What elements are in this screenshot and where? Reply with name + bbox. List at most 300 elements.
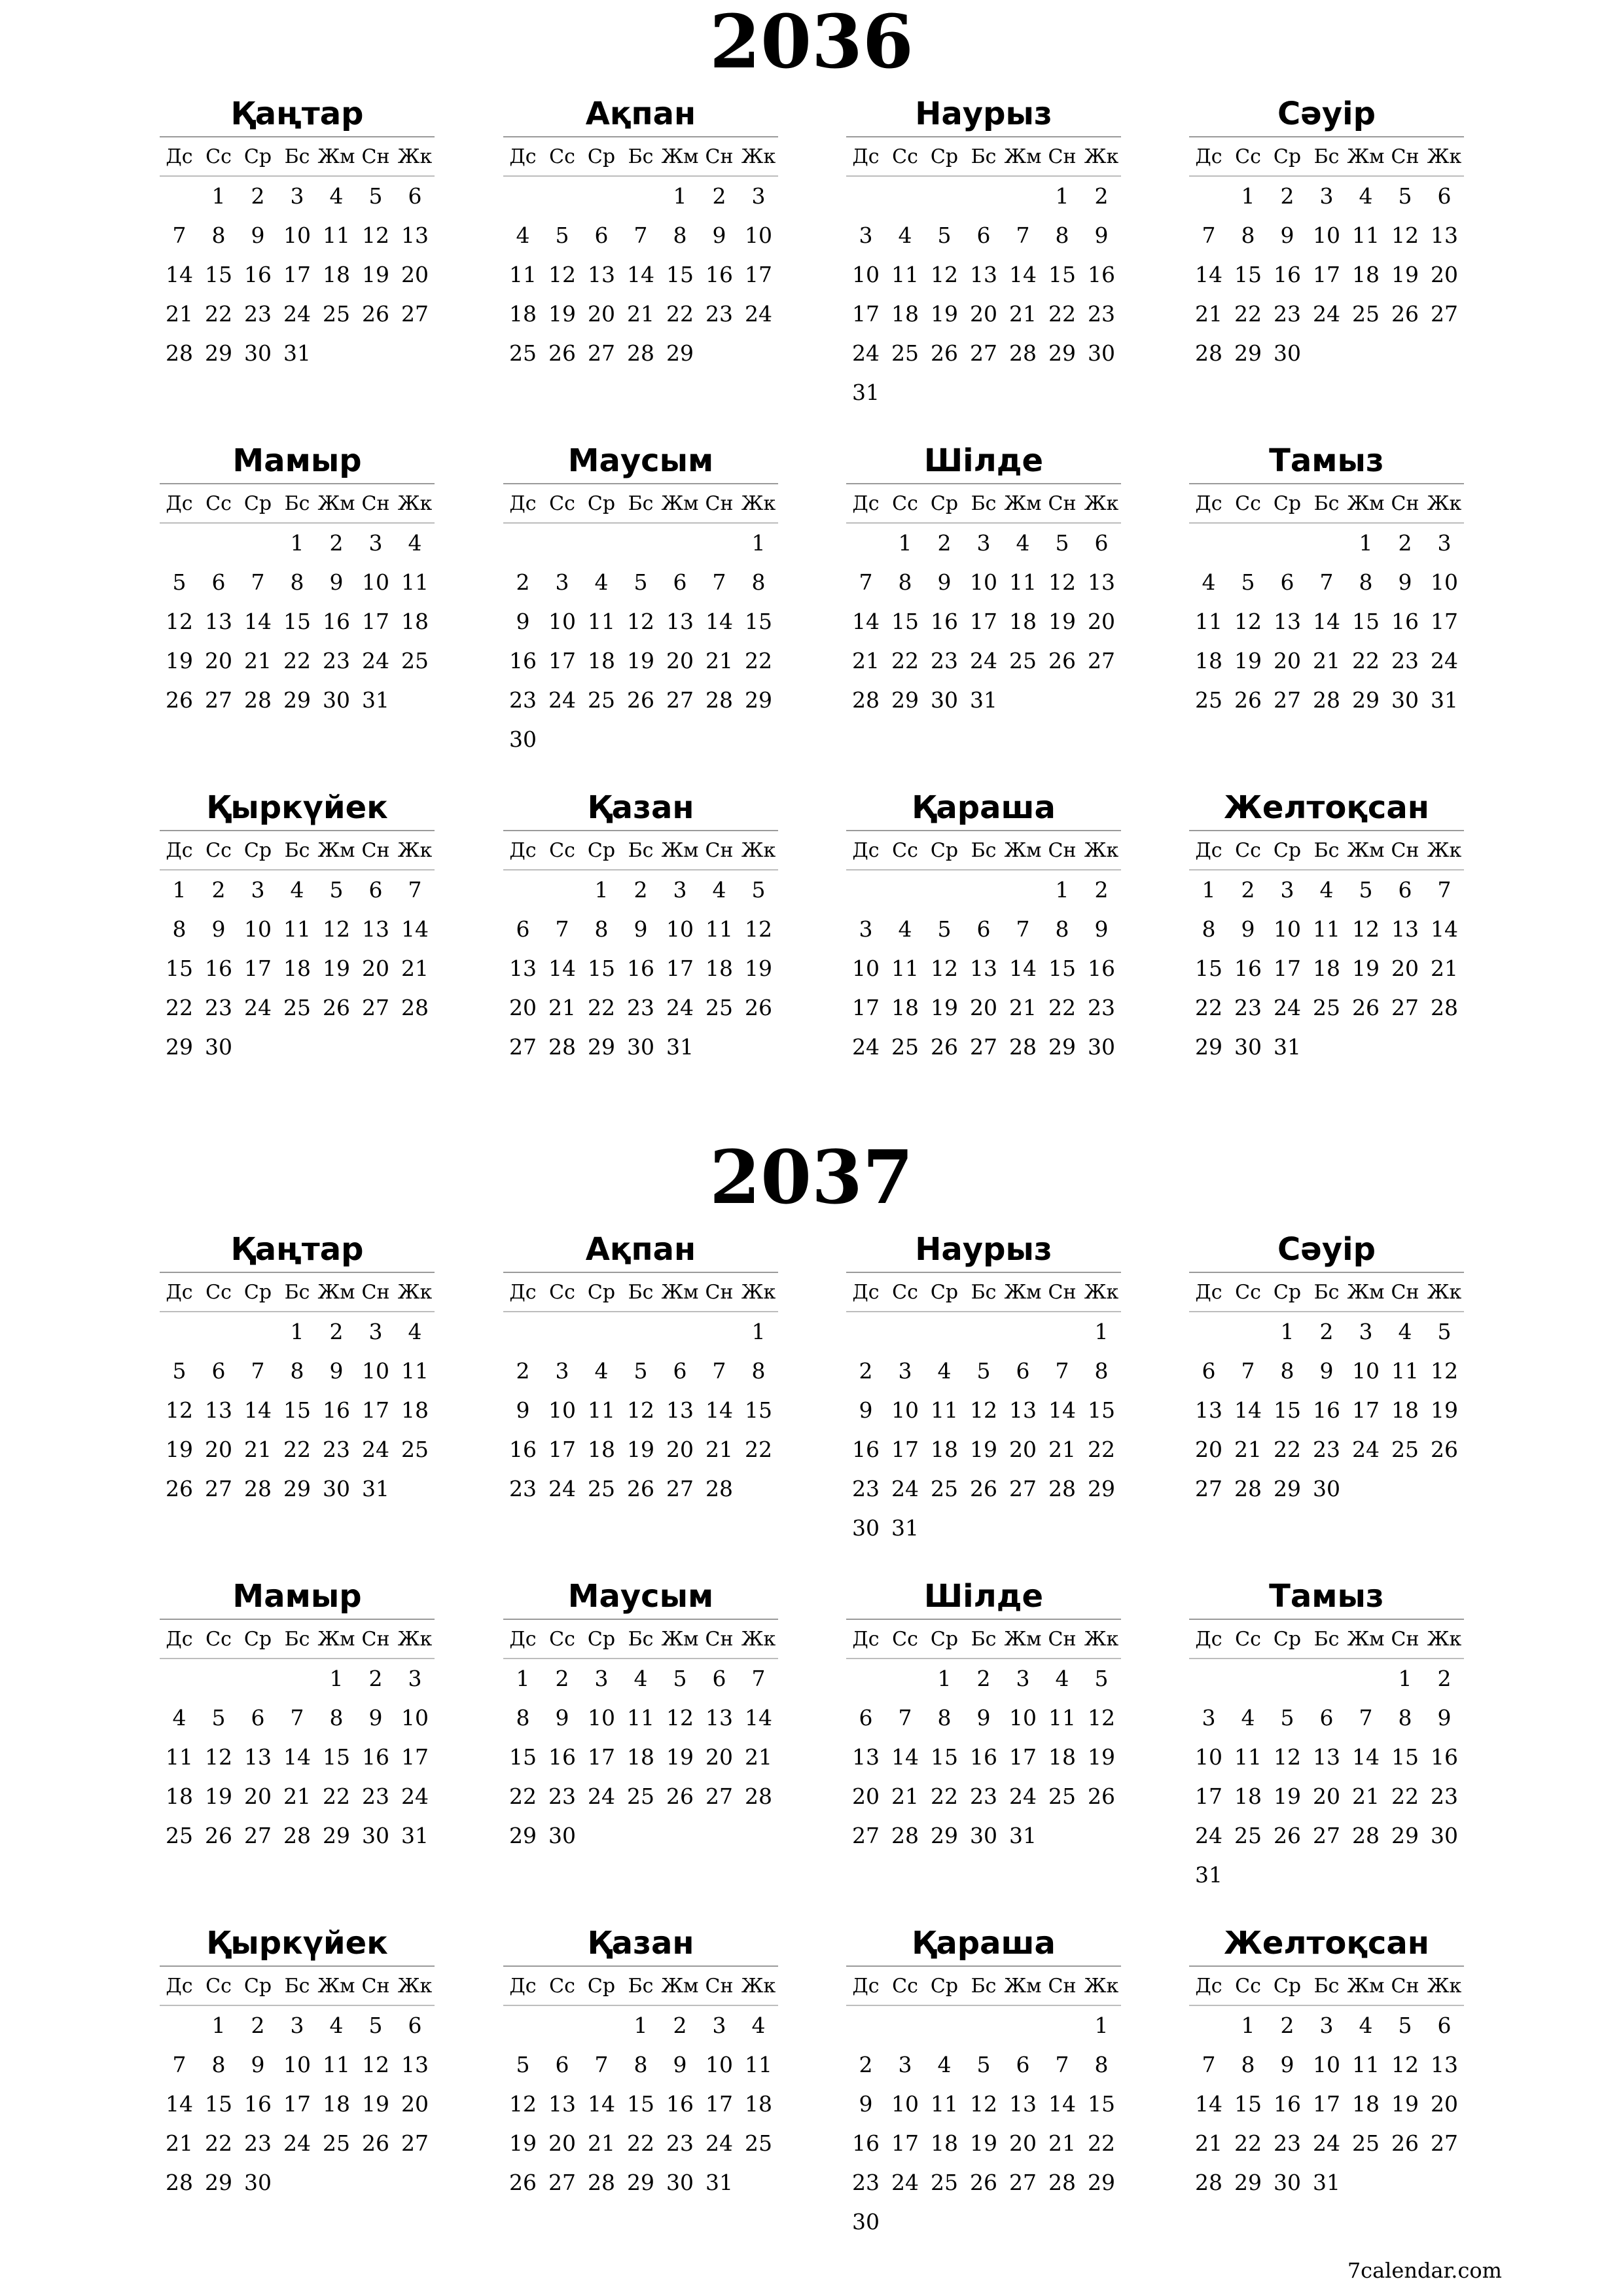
day-cell: 14 xyxy=(1048,2091,1076,2117)
day-cell: 27 xyxy=(1195,1476,1222,1501)
month-name: Шілде xyxy=(846,439,1121,484)
weekday-label: Бс xyxy=(971,1628,997,1651)
day-cell: 5 xyxy=(368,2013,383,2038)
day-cell: 26 xyxy=(931,1034,958,1060)
weekday-label: Жм xyxy=(1347,1281,1385,1304)
day-cell: 4 xyxy=(329,183,344,209)
weekday-label: Жк xyxy=(1084,1975,1119,1998)
empty-day-cell xyxy=(885,177,925,216)
weekday-label: Дс xyxy=(852,1281,880,1304)
weekday-label: Сс xyxy=(1235,1975,1261,1998)
day-cell: 11 xyxy=(627,1705,654,1731)
day-cell: 23 xyxy=(1088,995,1115,1020)
empty-day-cell xyxy=(160,177,199,216)
month-calendar xyxy=(503,1921,778,2202)
weekday-label: Ср xyxy=(1273,145,1302,168)
day-cell: 2 xyxy=(251,183,265,209)
day-cell: 10 xyxy=(970,569,997,595)
day-cell: 16 xyxy=(1274,2091,1301,2117)
month-name: Сәуір xyxy=(1189,1227,1464,1273)
day-cell: 31 xyxy=(1009,1823,1037,1848)
weekday-label: Бс xyxy=(628,1975,654,1998)
day-cell: 22 xyxy=(1088,2130,1115,2156)
weekday-label: Ср xyxy=(243,1975,272,1998)
empty-day-cell xyxy=(621,177,660,216)
day-cell: 30 xyxy=(1088,340,1115,366)
day-cell: 22 xyxy=(1195,995,1222,1020)
day-cell: 27 xyxy=(1088,648,1115,673)
weekday-label: Жк xyxy=(1084,839,1119,862)
day-cell: 1 xyxy=(290,530,304,556)
day-cell: 11 xyxy=(283,916,311,942)
day-cell: 6 xyxy=(211,1358,226,1384)
day-cell: 1 xyxy=(633,2013,648,2038)
month-calendar xyxy=(846,785,1121,1067)
month-calendar xyxy=(1189,1574,1464,1895)
day-cell: 24 xyxy=(1009,1784,1037,1809)
day-cell: 19 xyxy=(362,262,389,287)
day-cell: 6 xyxy=(368,877,383,903)
empty-day-cell xyxy=(1307,1659,1346,1698)
day-cell: 2 xyxy=(251,2013,265,2038)
weekday-label: Сн xyxy=(705,1628,734,1651)
day-cell: 9 xyxy=(329,569,344,595)
day-cell: 17 xyxy=(283,262,311,287)
day-cell: 7 xyxy=(859,569,873,595)
day-grid xyxy=(160,177,435,373)
weekday-label: Жк xyxy=(1427,1975,1462,1998)
day-cell: 2 xyxy=(329,530,344,556)
day-cell: 25 xyxy=(588,687,615,713)
day-cell: 20 xyxy=(1391,956,1419,981)
day-cell: 10 xyxy=(666,916,694,942)
day-cell: 9 xyxy=(937,569,952,595)
day-cell: 28 xyxy=(401,995,429,1020)
day-cell: 8 xyxy=(594,916,609,942)
empty-day-cell xyxy=(1043,2006,1082,2045)
day-cell: 5 xyxy=(751,877,766,903)
day-cell: 11 xyxy=(1009,569,1037,595)
month-name: Ақпан xyxy=(503,1227,778,1273)
day-cell: 26 xyxy=(362,2130,389,2156)
day-cell: 31 xyxy=(891,1515,919,1541)
day-cell: 25 xyxy=(1195,687,1222,713)
day-cell: 5 xyxy=(1055,530,1069,556)
day-cell: 31 xyxy=(1195,1862,1222,1888)
day-cell: 19 xyxy=(931,301,958,327)
day-cell: 22 xyxy=(205,301,232,327)
day-cell: 16 xyxy=(931,609,958,634)
day-cell: 21 xyxy=(1009,301,1037,327)
day-cell: 13 xyxy=(666,1397,694,1423)
day-grid xyxy=(1189,1312,1464,1509)
day-cell: 4 xyxy=(1202,569,1216,595)
day-cell: 27 xyxy=(1431,2130,1458,2156)
day-cell: 23 xyxy=(509,1476,537,1501)
weekday-label: Сс xyxy=(892,145,918,168)
day-cell: 4 xyxy=(1398,1319,1412,1344)
day-cell: 18 xyxy=(931,1437,958,1462)
day-cell: 8 xyxy=(898,569,912,595)
day-cell: 11 xyxy=(323,223,350,248)
day-cell: 13 xyxy=(509,956,537,981)
day-cell: 15 xyxy=(323,1744,350,1770)
day-cell: 16 xyxy=(244,2091,272,2117)
month-calendar xyxy=(846,92,1121,412)
day-cell: 16 xyxy=(244,262,272,287)
weekday-label: Бс xyxy=(628,839,654,862)
weekday-label: Бс xyxy=(971,1281,997,1304)
day-cell: 28 xyxy=(627,340,654,366)
day-cell: 22 xyxy=(627,2130,654,2156)
day-cell: 14 xyxy=(244,1397,272,1423)
day-cell: 21 xyxy=(891,1784,919,1809)
day-cell: 12 xyxy=(509,2091,537,2117)
day-cell: 23 xyxy=(244,301,272,327)
day-cell: 19 xyxy=(548,301,576,327)
weekday-label: Сн xyxy=(1391,839,1419,862)
day-cell: 3 xyxy=(594,1666,609,1691)
day-cell: 1 xyxy=(1398,1666,1412,1691)
day-cell: 12 xyxy=(627,609,654,634)
day-cell: 29 xyxy=(891,687,919,713)
day-cell: 13 xyxy=(1313,1744,1340,1770)
day-cell: 5 xyxy=(516,2052,530,2077)
day-cell: 22 xyxy=(166,995,193,1020)
weekday-label: Бс xyxy=(971,492,997,515)
weekday-label: Сн xyxy=(1048,492,1077,515)
day-cell: 3 xyxy=(859,223,873,248)
day-cell: 30 xyxy=(1391,687,1419,713)
day-cell: 21 xyxy=(1313,648,1340,673)
day-cell: 24 xyxy=(362,1437,389,1462)
day-cell: 28 xyxy=(244,1476,272,1501)
day-cell: 1 xyxy=(1094,2013,1109,2038)
empty-day-cell xyxy=(199,1312,238,1352)
weekday-label: Дс xyxy=(852,145,880,168)
day-cell: 7 xyxy=(898,1705,912,1731)
day-cell: 11 xyxy=(323,2052,350,2077)
day-cell: 20 xyxy=(852,1784,880,1809)
weekday-label: Жк xyxy=(397,839,433,862)
day-cell: 17 xyxy=(1195,1784,1222,1809)
day-cell: 26 xyxy=(1431,1437,1458,1462)
day-cell: 9 xyxy=(251,2052,265,2077)
day-cell: 20 xyxy=(1431,2091,1458,2117)
day-cell: 24 xyxy=(362,648,389,673)
day-cell: 25 xyxy=(166,1823,193,1848)
day-cell: 20 xyxy=(1009,1437,1037,1462)
weekday-header xyxy=(846,484,1121,524)
day-cell: 20 xyxy=(1195,1437,1222,1462)
day-cell: 11 xyxy=(401,569,429,595)
day-cell: 18 xyxy=(1009,609,1037,634)
day-cell: 1 xyxy=(751,530,766,556)
day-cell: 16 xyxy=(627,956,654,981)
day-cell: 6 xyxy=(976,223,991,248)
weekday-label: Бс xyxy=(628,145,654,168)
day-cell: 12 xyxy=(166,609,193,634)
day-cell: 6 xyxy=(712,1666,726,1691)
day-cell: 11 xyxy=(1352,2052,1380,2077)
day-cell: 26 xyxy=(1391,2130,1419,2156)
weekday-header xyxy=(1189,1273,1464,1312)
empty-day-cell xyxy=(964,177,1003,216)
day-cell: 14 xyxy=(627,262,654,287)
day-cell: 1 xyxy=(937,1666,952,1691)
day-cell: 29 xyxy=(205,2170,232,2195)
day-cell: 13 xyxy=(1195,1397,1222,1423)
empty-day-cell xyxy=(238,1659,277,1698)
weekday-label: Сс xyxy=(549,839,575,862)
month-calendar xyxy=(1189,92,1464,373)
weekday-label: Сн xyxy=(705,492,734,515)
day-cell: 10 xyxy=(1352,1358,1380,1384)
day-cell: 28 xyxy=(852,687,880,713)
day-cell: 1 xyxy=(898,530,912,556)
day-cell: 17 xyxy=(283,2091,311,2117)
day-cell: 30 xyxy=(509,726,537,752)
day-cell: 6 xyxy=(408,2013,422,2038)
day-cell: 14 xyxy=(1195,262,1222,287)
day-cell: 2 xyxy=(516,1358,530,1384)
day-cell: 25 xyxy=(1009,648,1037,673)
day-cell: 30 xyxy=(323,687,350,713)
day-cell: 2 xyxy=(329,1319,344,1344)
day-cell: 21 xyxy=(745,1744,772,1770)
weekday-label: Бс xyxy=(1313,1975,1340,1998)
day-grid xyxy=(160,870,435,1067)
day-cell: 29 xyxy=(205,340,232,366)
day-cell: 2 xyxy=(1319,1319,1334,1344)
day-cell: 8 xyxy=(1055,223,1069,248)
day-cell: 9 xyxy=(633,916,648,942)
day-cell: 26 xyxy=(666,1784,694,1809)
weekday-label: Жм xyxy=(1347,1628,1385,1651)
day-cell: 14 xyxy=(1313,609,1340,634)
day-cell: 24 xyxy=(244,995,272,1020)
day-cell: 20 xyxy=(509,995,537,1020)
day-cell: 12 xyxy=(627,1397,654,1423)
day-cell: 16 xyxy=(1088,262,1115,287)
day-cell: 21 xyxy=(283,1784,311,1809)
day-cell: 19 xyxy=(627,648,654,673)
weekday-label: Сс xyxy=(205,1975,232,1998)
weekday-label: Сн xyxy=(1048,1281,1077,1304)
weekday-header xyxy=(1189,484,1464,524)
day-cell: 14 xyxy=(244,609,272,634)
day-cell: 7 xyxy=(1202,2052,1216,2077)
day-cell: 2 xyxy=(712,183,726,209)
weekday-label: Сс xyxy=(892,1281,918,1304)
day-cell: 29 xyxy=(745,687,772,713)
day-cell: 6 xyxy=(1016,2052,1030,2077)
day-cell: 7 xyxy=(1016,916,1030,942)
weekday-label: Бс xyxy=(1313,145,1340,168)
day-cell: 24 xyxy=(1352,1437,1380,1462)
month-calendar xyxy=(160,92,435,373)
day-cell: 13 xyxy=(705,1705,733,1731)
day-grid xyxy=(160,1312,435,1509)
day-cell: 30 xyxy=(1274,340,1301,366)
day-cell: 7 xyxy=(1202,223,1216,248)
day-cell: 8 xyxy=(1241,223,1255,248)
weekday-label: Бс xyxy=(971,839,997,862)
day-cell: 26 xyxy=(745,995,772,1020)
day-cell: 12 xyxy=(323,916,350,942)
day-cell: 14 xyxy=(401,916,429,942)
weekday-header xyxy=(160,484,435,524)
weekday-label: Жм xyxy=(661,492,699,515)
day-cell: 26 xyxy=(970,2170,997,2195)
day-cell: 10 xyxy=(283,2052,311,2077)
day-cell: 25 xyxy=(931,2170,958,2195)
day-cell: 26 xyxy=(1234,687,1262,713)
empty-day-cell xyxy=(1043,1312,1082,1352)
day-cell: 2 xyxy=(937,530,952,556)
day-cell: 28 xyxy=(705,1476,733,1501)
weekday-label: Дс xyxy=(166,1628,193,1651)
day-cell: 15 xyxy=(1234,262,1262,287)
day-cell: 29 xyxy=(1234,2170,1262,2195)
day-cell: 18 xyxy=(166,1784,193,1809)
weekday-label: Сс xyxy=(892,1975,918,1998)
day-cell: 14 xyxy=(588,2091,615,2117)
day-cell: 31 xyxy=(852,380,880,405)
day-cell: 20 xyxy=(1274,648,1301,673)
day-cell: 25 xyxy=(745,2130,772,2156)
day-cell: 22 xyxy=(891,648,919,673)
day-cell: 24 xyxy=(1431,648,1458,673)
weekday-header xyxy=(160,1620,435,1659)
day-cell: 7 xyxy=(712,569,726,595)
day-cell: 19 xyxy=(166,1437,193,1462)
month-name: Мамыр xyxy=(160,1574,435,1620)
day-cell: 3 xyxy=(1359,1319,1373,1344)
day-cell: 12 xyxy=(666,1705,694,1731)
day-cell: 4 xyxy=(1055,1666,1069,1691)
day-grid xyxy=(160,1659,435,1856)
day-cell: 2 xyxy=(368,1666,383,1691)
day-cell: 6 xyxy=(1437,2013,1452,2038)
month-calendar xyxy=(503,439,778,759)
day-cell: 14 xyxy=(1234,1397,1262,1423)
empty-day-cell xyxy=(621,524,660,563)
weekday-label: Жк xyxy=(397,1628,433,1651)
weekday-label: Ср xyxy=(587,1281,616,1304)
day-cell: 21 xyxy=(1048,1437,1076,1462)
weekday-label: Жм xyxy=(317,839,355,862)
weekday-label: Дс xyxy=(1195,839,1222,862)
day-cell: 15 xyxy=(1352,609,1380,634)
weekday-label: Ср xyxy=(930,1975,959,1998)
day-cell: 18 xyxy=(1313,956,1340,981)
day-cell: 7 xyxy=(1319,569,1334,595)
weekday-label: Ср xyxy=(930,1628,959,1651)
weekday-label: Бс xyxy=(1313,839,1340,862)
day-cell: 1 xyxy=(1241,2013,1255,2038)
day-cell: 17 xyxy=(1009,1744,1037,1770)
day-cell: 28 xyxy=(1009,1034,1037,1060)
weekday-label: Бс xyxy=(284,492,310,515)
weekday-label: Сс xyxy=(205,1281,232,1304)
day-cell: 30 xyxy=(627,1034,654,1060)
day-cell: 14 xyxy=(1009,956,1037,981)
day-cell: 8 xyxy=(211,223,226,248)
day-cell: 22 xyxy=(1274,1437,1301,1462)
day-cell: 2 xyxy=(1280,2013,1294,2038)
year-title: 2037 xyxy=(709,1135,914,1221)
day-cell: 10 xyxy=(362,1358,389,1384)
weekday-label: Ср xyxy=(587,145,616,168)
day-cell: 1 xyxy=(516,1666,530,1691)
weekday-header xyxy=(503,1620,778,1659)
empty-day-cell xyxy=(846,524,885,563)
day-cell: 8 xyxy=(751,569,766,595)
weekday-label: Жк xyxy=(741,1975,776,1998)
weekday-label: Жм xyxy=(1004,839,1042,862)
day-grid xyxy=(503,1659,778,1856)
day-cell: 7 xyxy=(712,1358,726,1384)
weekday-label: Сн xyxy=(1391,1975,1419,1998)
day-cell: 12 xyxy=(362,2052,389,2077)
weekday-label: Сн xyxy=(1048,1975,1077,1998)
day-cell: 24 xyxy=(548,1476,576,1501)
day-cell: 9 xyxy=(1280,223,1294,248)
day-cell: 11 xyxy=(588,609,615,634)
day-cell: 25 xyxy=(627,1784,654,1809)
day-cell: 31 xyxy=(705,2170,733,2195)
day-cell: 28 xyxy=(283,1823,311,1848)
weekday-label: Жм xyxy=(317,492,355,515)
empty-day-cell xyxy=(199,1659,238,1698)
day-cell: 19 xyxy=(166,648,193,673)
weekday-label: Сс xyxy=(1235,1281,1261,1304)
day-cell: 1 xyxy=(1055,877,1069,903)
weekday-label: Жм xyxy=(661,1628,699,1651)
day-cell: 3 xyxy=(898,2052,912,2077)
day-cell: 18 xyxy=(1048,1744,1076,1770)
day-cell: 29 xyxy=(323,1823,350,1848)
day-cell: 10 xyxy=(1313,223,1340,248)
weekday-header xyxy=(846,1967,1121,2006)
day-cell: 10 xyxy=(891,2091,919,2117)
day-cell: 2 xyxy=(859,1358,873,1384)
day-cell: 14 xyxy=(1195,2091,1222,2117)
day-cell: 7 xyxy=(1241,1358,1255,1384)
empty-day-cell xyxy=(160,1312,199,1352)
day-cell: 23 xyxy=(1431,1784,1458,1809)
day-cell: 25 xyxy=(323,301,350,327)
day-cell: 21 xyxy=(852,648,880,673)
day-cell: 21 xyxy=(401,956,429,981)
day-grid xyxy=(1189,2006,1464,2202)
day-cell: 10 xyxy=(1274,916,1301,942)
day-cell: 9 xyxy=(1094,916,1109,942)
day-cell: 13 xyxy=(401,2052,429,2077)
day-cell: 1 xyxy=(211,183,226,209)
day-cell: 6 xyxy=(211,569,226,595)
day-cell: 31 xyxy=(401,1823,429,1848)
day-cell: 24 xyxy=(1274,995,1301,1020)
weekday-label: Жм xyxy=(1004,145,1042,168)
empty-day-cell xyxy=(503,1312,543,1352)
day-cell: 19 xyxy=(1088,1744,1115,1770)
day-cell: 16 xyxy=(323,609,350,634)
day-cell: 23 xyxy=(205,995,232,1020)
day-cell: 29 xyxy=(283,1476,311,1501)
weekday-header xyxy=(1189,831,1464,870)
